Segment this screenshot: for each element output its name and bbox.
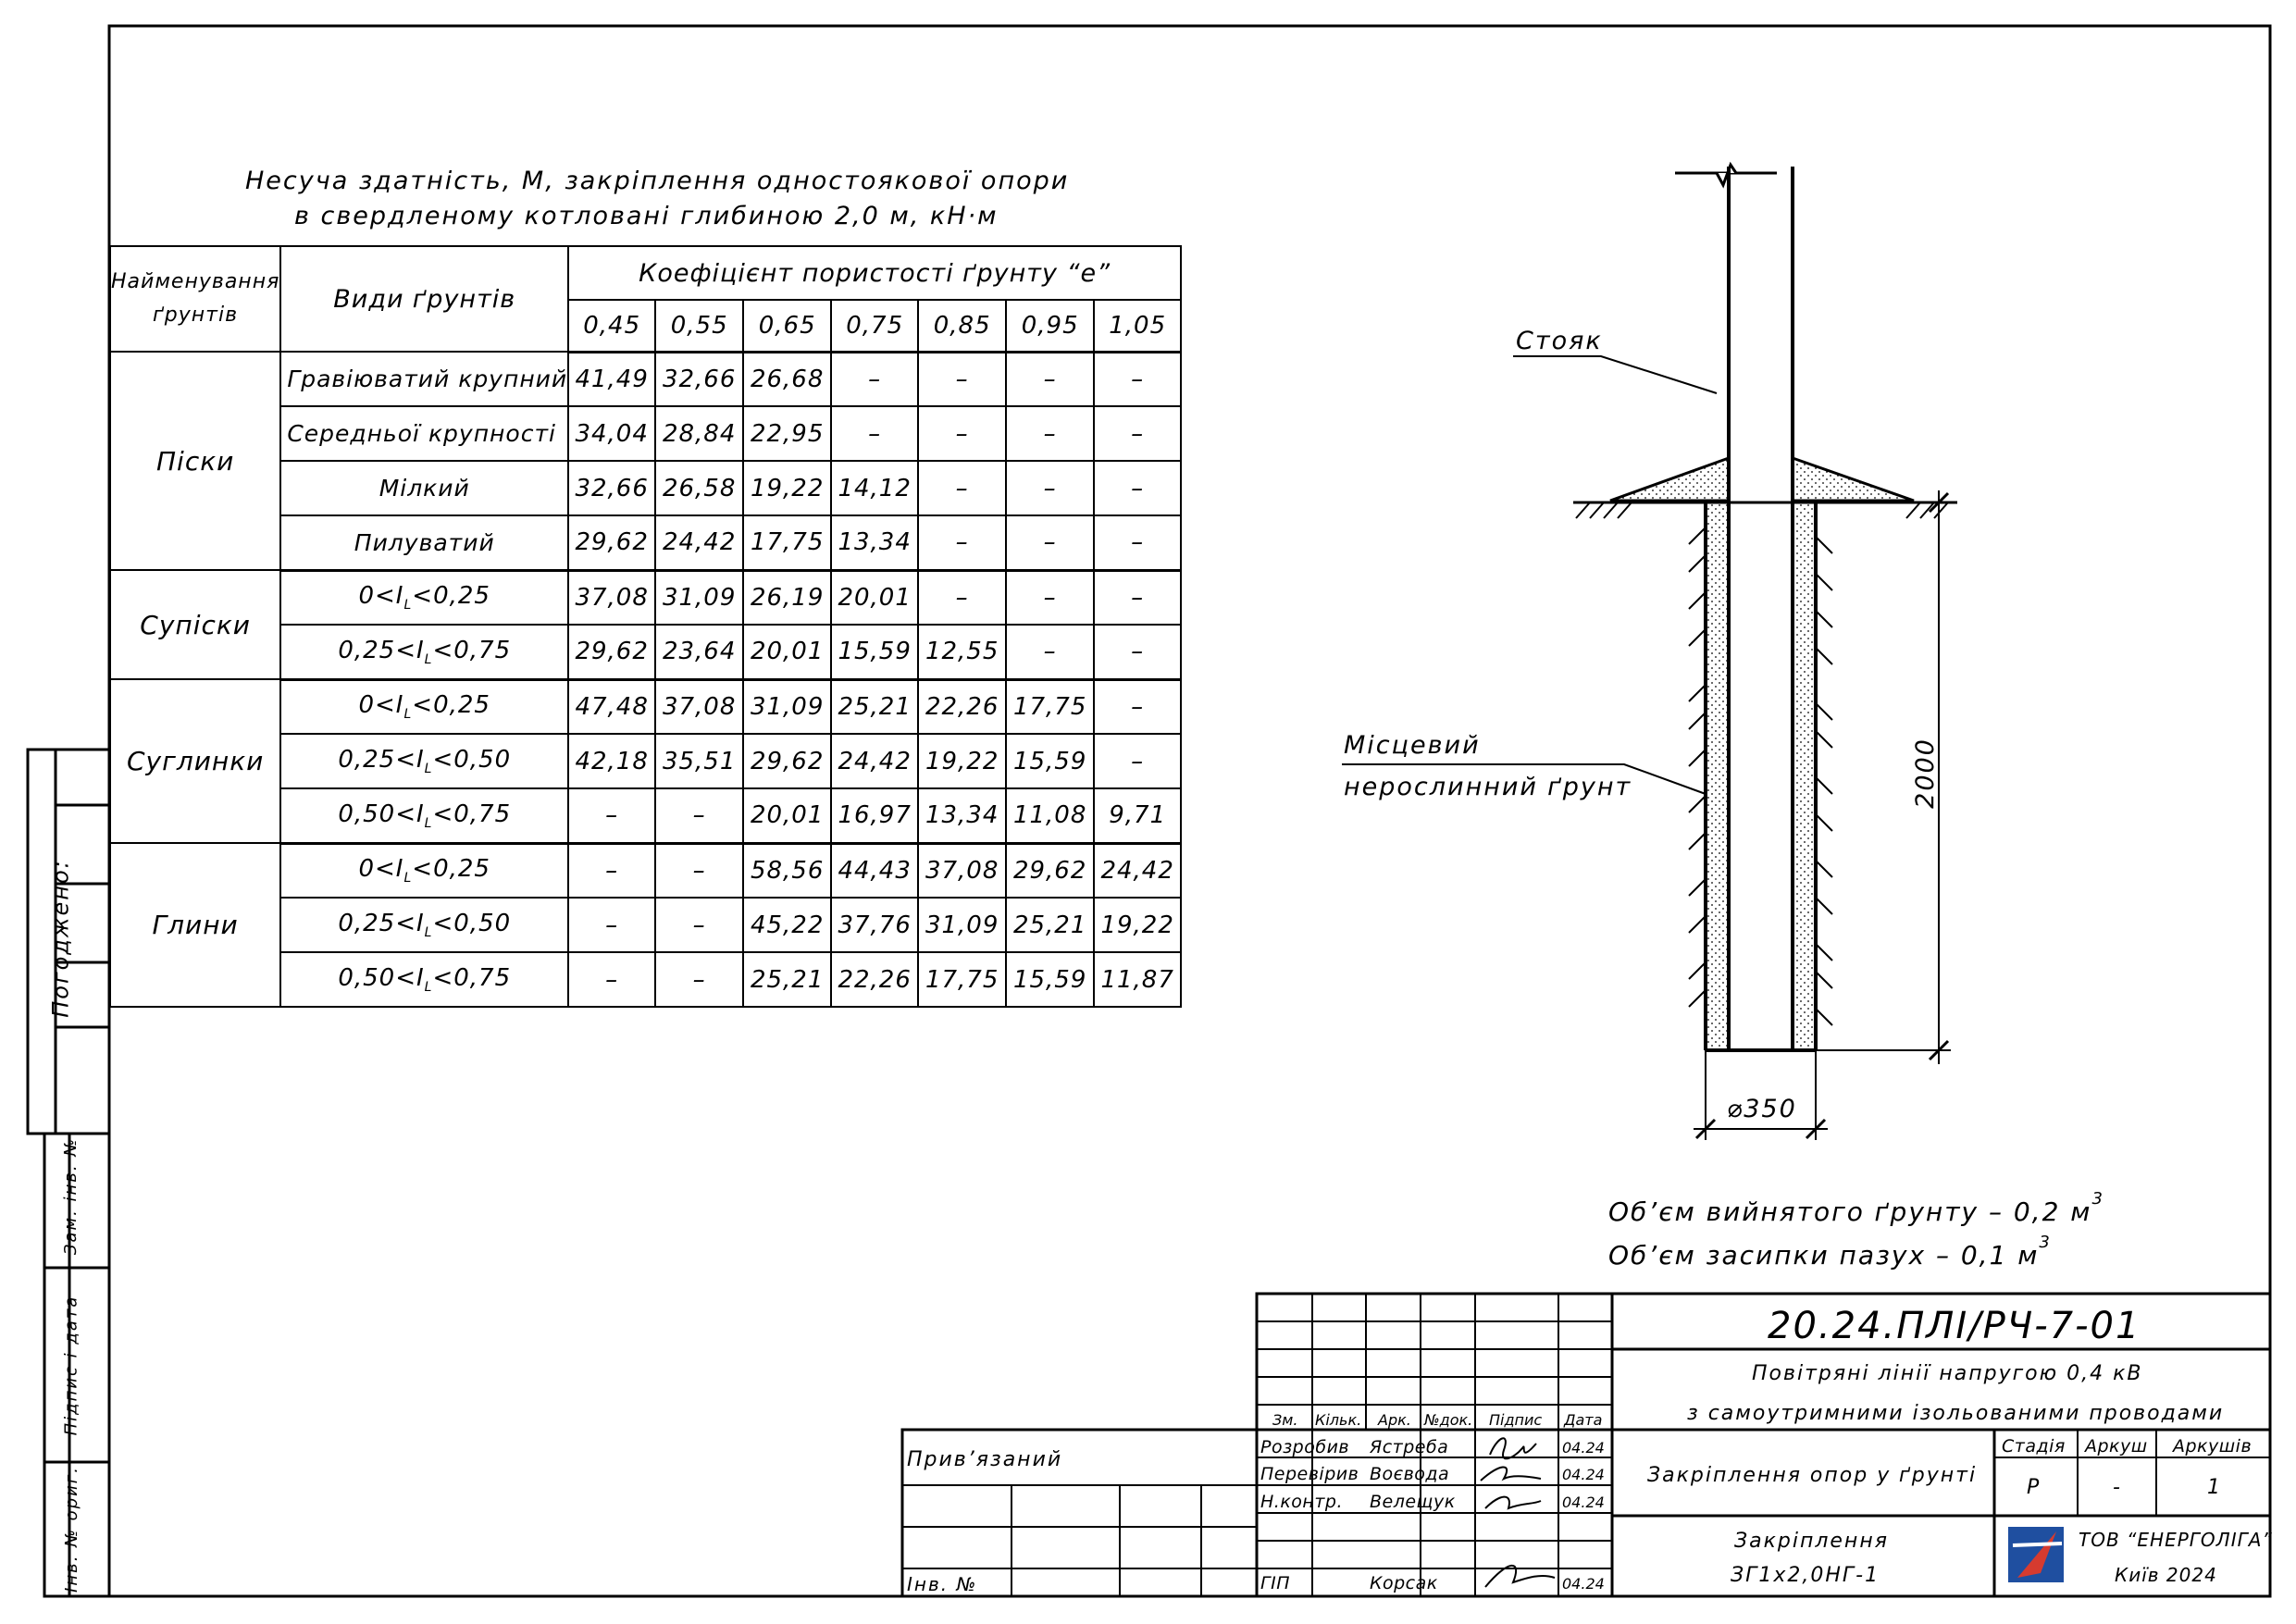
kind-subscript: L <box>403 598 413 614</box>
date-4: 04.24 <box>1562 1575 1605 1593</box>
name-2: Воєвода <box>1370 1464 1450 1484</box>
table-title-line2: в свердленому котловані глибиною 2,0 м, кН·м <box>294 202 999 230</box>
value-cell: 19,22 <box>743 461 831 515</box>
soil-kind <box>280 843 568 898</box>
soil-kind <box>280 734 568 788</box>
kind-prefix: 0,25<I <box>338 636 425 664</box>
coef-cell: 0,55 <box>655 300 743 352</box>
header-soil-name: Найменування ґрунтів <box>110 246 280 352</box>
soil-kind <box>280 625 568 679</box>
kind-prefix: 0,25<I <box>338 910 425 937</box>
value-cell: 37,08 <box>655 679 743 734</box>
value-cell: 19,22 <box>1094 898 1181 952</box>
soil-kind <box>280 788 568 843</box>
col-header-zm: Зм. <box>1272 1411 1298 1429</box>
col-header-ndok: №док. <box>1424 1411 1473 1429</box>
value-cell: 32,66 <box>655 352 743 406</box>
value-cell: – <box>568 788 655 843</box>
name-1: Ястреба <box>1370 1437 1449 1457</box>
kind-prefix: 0,25<I <box>338 746 425 774</box>
kind-subscript: L <box>424 762 433 776</box>
value-cell: 31,09 <box>918 898 1006 952</box>
col-header-ark: Арк. <box>1378 1411 1411 1429</box>
value-cell: 15,59 <box>1006 952 1094 1007</box>
value-cell: – <box>655 952 743 1007</box>
agreed-label: Погоджено: <box>47 859 74 1018</box>
value-cell: – <box>1094 352 1181 406</box>
coef-cell: 0,85 <box>918 300 1006 352</box>
value-cell: 29,62 <box>1006 843 1094 898</box>
coef-cell: 0,95 <box>1006 300 1094 352</box>
kind-prefix: 0<I <box>358 855 404 884</box>
value-cell: 17,75 <box>743 515 831 570</box>
kind-subscript: L <box>424 980 433 995</box>
kind-subscript: L <box>424 815 433 831</box>
value-cell: 42,18 <box>568 734 655 788</box>
value-cell: 26,58 <box>655 461 743 515</box>
value-cell: 20,01 <box>831 570 918 625</box>
date-2: 04.24 <box>1562 1466 1605 1483</box>
kind-suffix: <0,75 <box>432 636 512 664</box>
sheets-label: Аркушів <box>2173 1436 2253 1457</box>
value-cell: – <box>1094 625 1181 679</box>
kind-subscript: L <box>403 871 413 886</box>
value-cell: – <box>1006 406 1094 461</box>
coef-cell: 1,05 <box>1094 300 1181 352</box>
privyazaniy-label: Прив’язаний <box>907 1448 1063 1471</box>
inv-orig-label: Інв. № ориг. <box>61 1466 81 1593</box>
role-4: ГІП <box>1260 1573 1290 1593</box>
value-cell: 41,49 <box>568 352 655 406</box>
value-cell: – <box>1094 406 1181 461</box>
value-cell: 11,87 <box>1094 952 1181 1007</box>
value-cell: 16,97 <box>831 788 918 843</box>
soil-kind: Мілкий <box>280 461 568 515</box>
value-cell: 29,62 <box>568 625 655 679</box>
soil-kind <box>280 679 568 734</box>
value-cell: – <box>918 515 1006 570</box>
value-cell: – <box>1006 515 1094 570</box>
value-cell: 35,51 <box>655 734 743 788</box>
table-row <box>110 352 1181 406</box>
table-title-line1: Несуча здатність, М, закріплення одностоякової опори <box>245 167 1070 195</box>
table-row <box>110 570 1181 625</box>
value-cell: 20,01 <box>743 625 831 679</box>
value-cell: 23,64 <box>655 625 743 679</box>
sign-date-label: Підпис і дата <box>61 1295 81 1436</box>
sheet-value: - <box>2113 1476 2122 1499</box>
coef-cell: 0,75 <box>831 300 918 352</box>
kind-suffix: <0,25 <box>412 691 490 720</box>
soil-kind <box>280 570 568 625</box>
soil-kind: Середньої крупності <box>280 406 568 461</box>
kind-prefix: 0,50<I <box>338 964 425 992</box>
kind-prefix: 0<I <box>358 582 404 611</box>
soil-kind: Гравіюватий крупний <box>280 352 568 406</box>
role-3: Н.контр. <box>1260 1492 1344 1512</box>
coef-cell: 0,65 <box>743 300 831 352</box>
value-cell: 14,12 <box>831 461 918 515</box>
value-cell: 20,01 <box>743 788 831 843</box>
value-cell: 17,75 <box>918 952 1006 1007</box>
coef-cell: 0,45 <box>568 300 655 352</box>
kind-suffix: <0,50 <box>432 746 512 774</box>
value-cell: 47,48 <box>568 679 655 734</box>
value-cell: 15,59 <box>831 625 918 679</box>
kind-suffix: <0,25 <box>412 855 490 884</box>
value-cell: 17,75 <box>1006 679 1094 734</box>
col-header-kilk: Кільк. <box>1315 1411 1362 1429</box>
value-cell: – <box>1094 515 1181 570</box>
bearing-capacity-table <box>109 245 1182 1008</box>
value-cell: 22,95 <box>743 406 831 461</box>
value-cell: 24,42 <box>1094 843 1181 898</box>
value-cell: 58,56 <box>743 843 831 898</box>
header-porosity: Коефіцієнт пористості ґрунту “е” <box>568 246 1181 300</box>
value-cell: 37,76 <box>831 898 918 952</box>
cube-sup: 3 <box>2039 1233 2052 1252</box>
value-cell: 37,08 <box>568 570 655 625</box>
stage-value: Р <box>2027 1476 2042 1499</box>
kind-suffix: <0,75 <box>432 964 512 992</box>
name-4: Корсак <box>1370 1573 1438 1593</box>
value-cell: 25,21 <box>743 952 831 1007</box>
drawing-name-line1: Закріплення <box>1734 1530 1889 1553</box>
value-cell: 24,42 <box>831 734 918 788</box>
value-cell: 26,68 <box>743 352 831 406</box>
value-cell: 9,71 <box>1094 788 1181 843</box>
table-row <box>110 679 1181 734</box>
value-cell: 11,08 <box>1006 788 1094 843</box>
soil-group-name: Глини <box>110 843 280 1007</box>
sheets-value: 1 <box>2207 1476 2222 1499</box>
value-cell: – <box>1094 461 1181 515</box>
inv-no-label: Інв. № <box>907 1573 978 1595</box>
value-cell: 34,04 <box>568 406 655 461</box>
value-cell: 25,21 <box>831 679 918 734</box>
value-cell: – <box>568 843 655 898</box>
soil-kind <box>280 898 568 952</box>
value-cell: – <box>1006 352 1094 406</box>
value-cell: – <box>1094 679 1181 734</box>
sheet-label: Аркуш <box>2085 1436 2148 1457</box>
value-cell: 22,26 <box>831 952 918 1007</box>
kind-subscript: L <box>403 707 413 723</box>
col-header-pidpys: Підпис <box>1489 1411 1543 1429</box>
value-cell: 22,26 <box>918 679 1006 734</box>
value-cell: – <box>831 406 918 461</box>
value-cell: 32,66 <box>568 461 655 515</box>
name-3: Велещук <box>1370 1492 1456 1512</box>
value-cell: 31,09 <box>655 570 743 625</box>
value-cell: – <box>568 952 655 1007</box>
date-1: 04.24 <box>1562 1439 1605 1457</box>
value-cell: – <box>1006 461 1094 515</box>
value-cell: – <box>655 788 743 843</box>
project-line2: з самоутримними ізольованими проводами <box>1687 1402 2225 1425</box>
value-cell: – <box>1006 625 1094 679</box>
stage-label: Стадія <box>2002 1436 2066 1457</box>
value-cell: – <box>655 843 743 898</box>
value-cell: 29,62 <box>568 515 655 570</box>
value-cell: – <box>568 898 655 952</box>
value-cell: – <box>1006 570 1094 625</box>
col-header-data: Дата <box>1564 1411 1603 1429</box>
soil-group-name: Піски <box>110 352 280 570</box>
value-cell: 12,55 <box>918 625 1006 679</box>
pole-drawing <box>1342 165 1957 1140</box>
value-cell: – <box>1094 734 1181 788</box>
doc-code: 20.24.ПЛІ/РЧ-7-01 <box>1768 1305 2141 1347</box>
sheet-title: Закріплення опор у ґрунті <box>1647 1464 1978 1487</box>
kind-subscript: L <box>424 651 433 667</box>
value-cell: – <box>655 898 743 952</box>
volume-excavated: Об’єм вийнятого ґрунту – 0,2 $м^3$ <box>1608 1189 2104 1227</box>
drawing-name-line2: ЗГ1х2,0НГ-1 <box>1731 1564 1880 1587</box>
dim-depth: 2000 <box>1910 738 1940 809</box>
kind-prefix: 0<I <box>358 691 404 720</box>
value-cell: 15,59 <box>1006 734 1094 788</box>
value-cell: 29,62 <box>743 734 831 788</box>
dim-diameter: ⌀350 <box>1727 1095 1797 1123</box>
role-2: Перевірив <box>1260 1464 1359 1484</box>
soil-kind <box>280 952 568 1007</box>
value-cell: – <box>831 352 918 406</box>
value-cell: 28,84 <box>655 406 743 461</box>
kind-suffix: <0,25 <box>412 582 490 611</box>
value-cell: – <box>1094 570 1181 625</box>
value-cell: 25,21 <box>1006 898 1094 952</box>
role-1: Розробив <box>1260 1437 1350 1457</box>
value-cell: 13,34 <box>918 788 1006 843</box>
date-3: 04.24 <box>1562 1494 1605 1511</box>
value-cell: 26,19 <box>743 570 831 625</box>
label-soil-line1: Місцевий <box>1344 731 1481 760</box>
value-cell: – <box>918 406 1006 461</box>
kind-prefix: 0,50<I <box>338 800 425 828</box>
value-cell: 13,34 <box>831 515 918 570</box>
value-cell: 37,08 <box>918 843 1006 898</box>
kind-subscript: L <box>424 925 433 940</box>
value-cell: – <box>918 570 1006 625</box>
value-cell: – <box>918 352 1006 406</box>
kind-suffix: <0,50 <box>432 910 512 937</box>
company-logo <box>2008 1527 2064 1582</box>
soil-kind: Пилуватий <box>280 515 568 570</box>
project-line1: Повітряні лінії напругою 0,4 кВ <box>1752 1362 2143 1385</box>
value-cell: 44,43 <box>831 843 918 898</box>
label-soil-line2: нерослинний ґрунт <box>1344 773 1632 801</box>
header-soil-kind: Види ґрунтів <box>280 246 568 352</box>
label-post: Стояк <box>1516 327 1603 355</box>
volume-backfill: Об’єм засипки пазух – 0,1 $м^3$ <box>1608 1233 2052 1271</box>
value-cell: – <box>918 461 1006 515</box>
value-cell: 19,22 <box>918 734 1006 788</box>
zam-inv-label: Зам. інв. № <box>61 1136 81 1256</box>
soil-group-name: Суглинки <box>110 679 280 843</box>
value-cell: 24,42 <box>655 515 743 570</box>
company-line1: ТОВ “ЕНЕРГОЛІГА” <box>2079 1529 2273 1551</box>
company-line2: Київ 2024 <box>2115 1564 2217 1586</box>
kind-suffix: <0,75 <box>432 800 512 828</box>
soil-group-name: Супіски <box>110 570 280 679</box>
value-cell: 31,09 <box>743 679 831 734</box>
cube-sup: 3 <box>2091 1189 2104 1209</box>
value-cell: 45,22 <box>743 898 831 952</box>
table-row <box>110 843 1181 898</box>
